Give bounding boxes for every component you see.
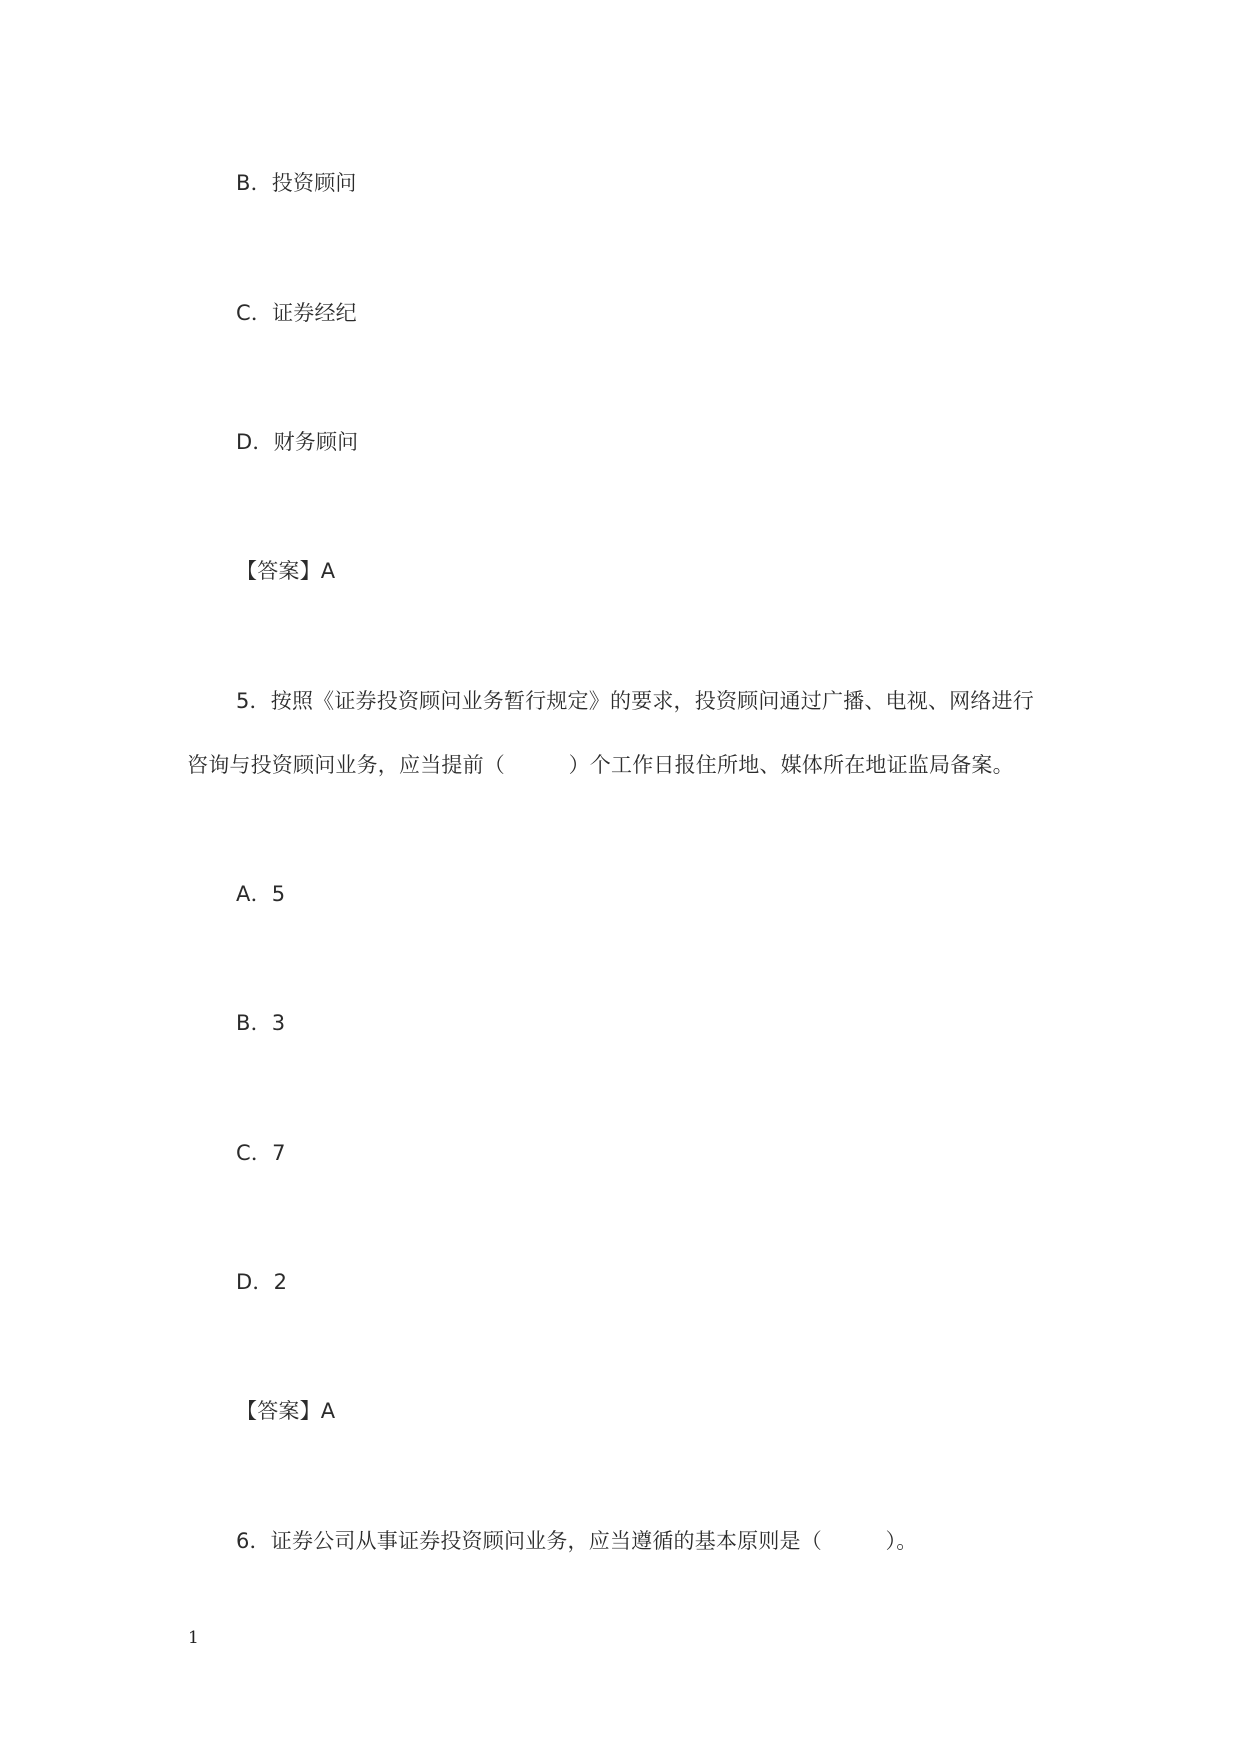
q6-stem-line1: 6．证券公司从事证券投资顾问业务，应当遵循的基本原则是（ ）。 bbox=[236, 1529, 918, 1553]
q4-answer: 【答案】A bbox=[236, 559, 336, 583]
q5-stem-line2: 咨询与投资顾问业务，应当提前（ ）个工作日报住所地、媒体所在地证监局备案。 bbox=[187, 753, 1014, 777]
q5-option-d: D．2 bbox=[236, 1270, 288, 1294]
q4-option-b: B．投资顾问 bbox=[236, 171, 357, 195]
page-number: 1 bbox=[188, 1628, 199, 1648]
q4-option-c: C．证券经纪 bbox=[236, 301, 357, 325]
q4-option-d: D．财务顾问 bbox=[236, 430, 359, 454]
q5-stem-line1: 5．按照《证券投资顾问业务暂行规定》的要求，投资顾问通过广播、电视、网络进行 bbox=[236, 689, 1034, 713]
q5-answer: 【答案】A bbox=[236, 1399, 336, 1423]
q5-option-b: B．3 bbox=[236, 1011, 286, 1035]
q5-option-a: A．5 bbox=[236, 882, 286, 906]
q5-option-c: C．7 bbox=[236, 1141, 286, 1165]
